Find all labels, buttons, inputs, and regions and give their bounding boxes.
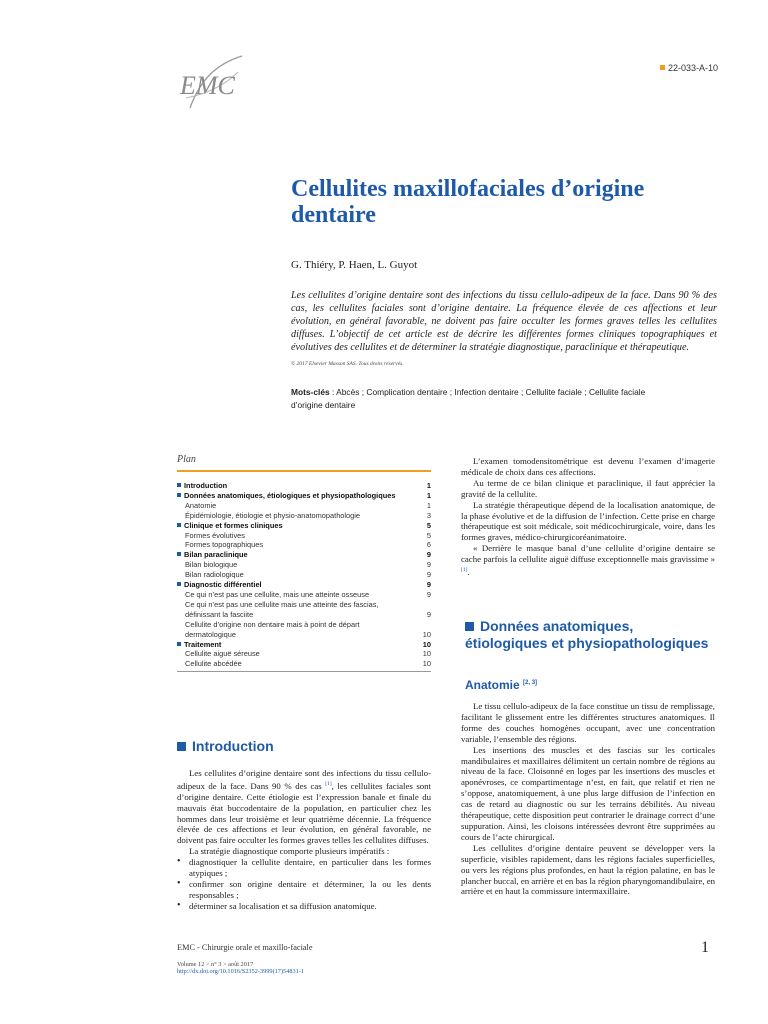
copyright-notice: © 2017 Elsevier Masson SAS. Tous droits réservés.: [291, 361, 404, 367]
section-marker-icon: [465, 622, 474, 631]
toc-divider: [177, 470, 431, 472]
toc-subentry[interactable]: Formes évolutives 5: [185, 530, 431, 540]
body-paragraph: Le tissu cellulo-adipeux de la face constitue un tissu de remplissage, facilitant le glissement entre les différentes structures anatomiques. Il forme des couches homogènes occupant, avec une concentration variable, l’ensemble des régions.: [461, 701, 715, 744]
list-item: • confirmer son origine dentaire et déterminer, la ou les dents responsables ;: [177, 879, 431, 901]
emc-logo: [176, 50, 246, 112]
anatomie-body: [461, 701, 715, 897]
body-paragraph: Les cellulites d’origine dentaire peuvent se développer vers la superficie, visibles rapidement, dans les régions faciales superficielles, ou vers les régions plus profondes, en haut la région palatine, en bas le plancher buccal, en arrière et en bas la région pharyngomandibulaire, en arrière et en haut la commissure intermaxillaire.: [461, 842, 716, 897]
introduction-body: [177, 768, 431, 912]
toc-title: Plan: [177, 454, 196, 465]
list-item: • diagnostiquer la cellulite dentaire, en particulier dans les formes atypiques ;: [177, 857, 431, 879]
toc-subentry[interactable]: Cellulite d’origine non dentaire mais à point de départ dermatologique 10: [185, 619, 431, 639]
journal-name: EMC - Chirurgie orale et maxillo-faciale: [177, 943, 313, 952]
citation-link[interactable]: [2, 3]: [523, 680, 538, 686]
toc-subentry[interactable]: Cellulite abcédée 10: [185, 659, 431, 669]
article-abstract: Les cellulites d’origine dentaire sont des infections du tissu cellulo-adipeux de la face. Dans 90 % des cas, les cellulites faciales sont d’origine dentaire. La fréquence élevée de ces affections et leur évolution, en général favorable, ne doivent pas faire occulter les formes graves telles les cellulites diffuses. L’objectif de cet article est de décrire les différentes formes cliniques topographiques et évolutives des cellulites et de déterminer la stratégie diagnostique, paraclinique et thérapeutique.: [291, 290, 717, 353]
body-paragraph: Au terme de ce bilan clinique et paraclinique, il faut apprécier la gravité de la cellulite.: [461, 477, 715, 499]
right-column-intro: [461, 456, 715, 578]
article-title: Cellulites maxillofaciales d’origine dentaire: [291, 176, 645, 228]
list-item: • déterminer sa localisation et sa diffusion anatomique.: [177, 901, 431, 912]
article-reference: [660, 63, 718, 73]
toc-subentry[interactable]: Ce qui n’est pas une cellulite, mais une atteinte osseuse 9: [185, 589, 431, 599]
intro-paragraph: Les cellulites d’origine dentaire sont des infections du tissu cellulo-adipeux de la face. Dans 90 % des cas [1], les cellulites faciales sont d’origine dentaire. Cette étiologie est l’expression banale et finale du mauvais état buccodentaire de la population, en particulier chez les hommes dans leur troisième et leur quatrième décennie. La fréquence élevée de ces affections et leur évolution, en général favorable, ne doivent pas faire occulter les formes graves telles les cellulites diffuses.: [177, 768, 432, 846]
toc-subentry[interactable]: Formes topographiques 6: [185, 540, 431, 550]
toc-subentry[interactable]: Ce qui n’est pas une cellulite mais une atteinte des fascias, définissant la fasciite 9: [185, 599, 431, 619]
anatomie-subheading: Anatomie [2, 3]: [465, 678, 538, 692]
reference-marker-icon: [660, 65, 665, 70]
introduction-heading: Introduction: [177, 738, 274, 755]
toc-subentry[interactable]: Épidémiologie, étiologie et physio-anatomopathologie 3: [185, 510, 431, 520]
emc-logo-graphic: [176, 50, 246, 112]
toc-subentry[interactable]: Bilan biologique 9: [185, 560, 431, 570]
keywords: [291, 386, 671, 412]
toc-subentry[interactable]: Cellulite aiguë séreuse 10: [185, 649, 431, 659]
toc-entry[interactable]: Traitement 10: [177, 640, 431, 650]
citation-link[interactable]: [1]: [461, 567, 468, 574]
toc-entry[interactable]: Diagnostic différentiel 9: [177, 580, 431, 590]
toc-entry[interactable]: Introduction 1: [177, 481, 431, 491]
table-of-contents: [177, 454, 431, 672]
page-number: 1: [701, 939, 709, 956]
keywords-list: : Abcès ; Complication dentaire ; Infection dentaire ; Cellulite faciale ; Cellulite faciale d’origine dentaire: [291, 387, 646, 410]
page-footer: [177, 943, 717, 975]
body-paragraph: L’examen tomodensitométrique est devenu l’examen d’imagerie médicale de choix dans ces affections.: [461, 456, 715, 477]
toc-subentry[interactable]: Bilan radiologique 9: [185, 570, 431, 580]
donnees-section-heading: Données anatomiques, étiologiques et physiopathologiques: [465, 618, 709, 651]
citation-link[interactable]: [1]: [325, 780, 332, 787]
reference-code: 22-033-A-10: [668, 63, 719, 73]
keywords-label: Mots-clés: [291, 387, 330, 397]
article-authors: G. Thiéry, P. Haen, L. Guyot: [291, 259, 418, 271]
intro-paragraph: La stratégie diagnostique comporte plusieurs impératifs :: [189, 846, 390, 857]
toc-entry[interactable]: Données anatomiques, étiologiques et physiopathologiques 1: [177, 491, 431, 501]
doi-link[interactable]: http://dx.doi.org/10.1016/S2352-3999(17)54831-1: [177, 968, 305, 975]
body-paragraph: Les insertions des muscles et des fascias sur les corticales mandibulaires et maxillaires délimitent un certain nombre de régions au niveau de la face. Cloisonné en loges par les insertions des muscles et aponévroses, ce compartimentage n’est, en fait, que relatif et rien ne s’oppose, anatomiquement, à une plus large diffusion de l’infection en cas de retard au diagnostic ou sur les terrains débilités. Au niveau thérapeutique, cette disposition peut contrarier le drainage correct d’une suppuration. Ainsi, les cloisons intéressées devront être supprimées au cours de l’acte chirurgical.: [461, 744, 715, 842]
toc-subentry[interactable]: Anatomie 1: [185, 500, 431, 510]
volume-info: Volume 12 > n° 3 > août 2017: [177, 961, 254, 968]
intro-bullet-list: [177, 857, 431, 912]
svg-text:EMC: EMC: [180, 71, 235, 100]
section-marker-icon: [177, 742, 186, 751]
body-paragraph: La stratégie thérapeutique dépend de la localisation anatomique, de la phase évolutive et de la diffusion de l’infection. Cette prise en charge thérapeutique est soit médicale, soit médicochirurgicale, voire, dans les formes graves, médico-chirurgicoréanimatoire.: [461, 499, 715, 543]
toc-entry[interactable]: Clinique et formes cliniques 5: [177, 521, 431, 531]
toc-bottom-divider: [177, 671, 431, 672]
body-paragraph: « Derrière le masque banal d’une cellulite d’origine dentaire se cache parfois la cellulite aiguë diffuse exceptionnelle mais gravissime » [1].: [461, 543, 715, 577]
toc-entry[interactable]: Bilan paraclinique 9: [177, 550, 431, 560]
